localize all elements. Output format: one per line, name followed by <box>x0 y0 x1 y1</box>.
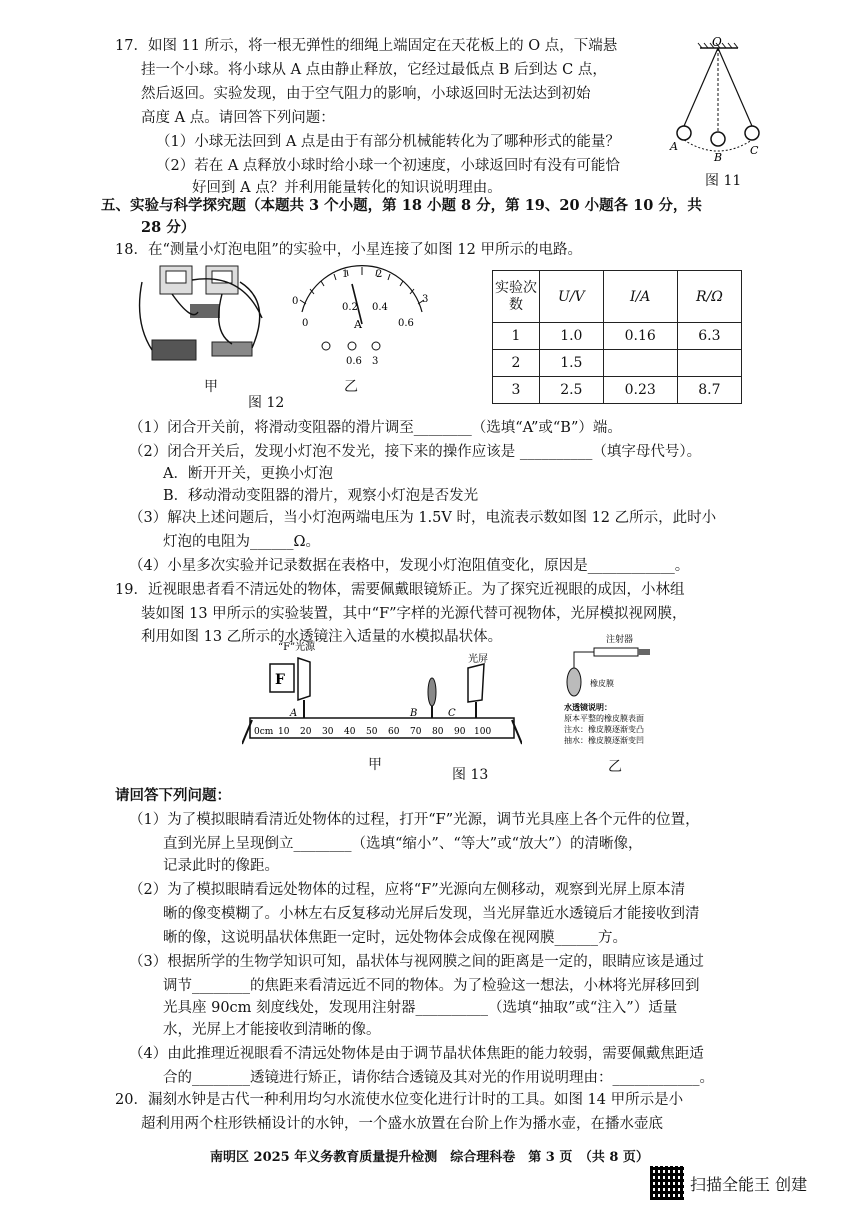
table-cell: 6.3 <box>677 323 741 350</box>
scale-20: 20 <box>300 727 312 737</box>
q19-item-2-cont2: 晰的像，这说明晶状体焦距一定时，远处物体会成像在视网膜______方。 <box>163 930 627 946</box>
table-header-i: I/A <box>603 271 677 323</box>
q18-item-1: （1）闭合开关前，将滑动变阻器的滑片调至________（选填“A”或“B”）端。 <box>129 420 622 436</box>
q17-sub-3: 好回到 A 点？并利用能量转化的知识说明理由。 <box>192 180 502 196</box>
q18-data-table <box>492 270 742 404</box>
inner-tick-0: 0 <box>302 318 309 329</box>
page-footer: 南明区 2025 年义务教育质量提升检测 综合理科卷 第 3 页 （共 8 页） <box>210 1150 649 1165</box>
membrane-label: 橡皮膜 <box>590 679 614 688</box>
q19-item-1-cont: 直到光屏上呈现倒立________（选填“缩小”、“等大”或“放大”）的清晰像， <box>163 836 643 852</box>
q17-line-3: 然后返回。实验发现，由于空气阻力的影响，小球返回时无法达到初始 <box>141 86 591 102</box>
q19-item-3-cont2: 光具座 90cm 刻度线处，发现用注射器__________（选填“抽取”或“注入”）适量 <box>163 1000 678 1016</box>
inner-tick-3: 0.6 <box>398 318 414 329</box>
fig12-jia-label: 甲 <box>204 379 218 395</box>
figure-13-caption: 图 13 <box>452 767 489 783</box>
section-5-heading-cont: 28 分） <box>141 219 196 236</box>
table-row <box>493 377 742 404</box>
table-row <box>493 350 742 377</box>
note-2: 注水：橡皮膜逐渐变凸 <box>564 725 644 734</box>
q18-item-2: （2）闭合开关后，发现小灯泡不发光，接下来的操作应该是 __________（填字母代号）。 <box>129 444 702 460</box>
label-A: A <box>670 140 678 153</box>
section-5-heading: 五、实验与科学探究题（本题共 3 个小题，第 18 小题 8 分，第 19、20 小题各 10 分，共 <box>101 197 702 214</box>
q20-line-1: 20．漏刻水钟是古代一种利用均匀水流使水位变化进行计时的工具。如图 14 甲所示是小 <box>115 1092 684 1108</box>
q19-prompt: 请回答下列问题： <box>115 787 231 804</box>
point-A: A <box>290 708 298 719</box>
optical-bench-figure <box>242 640 522 748</box>
table-cell: 1.5 <box>540 350 604 377</box>
q18-option-a: A．断开开关，更换小灯泡 <box>163 466 333 482</box>
fig13-jia-label: 甲 <box>368 757 382 773</box>
q20-line-2: 超利用两个柱形铁桶设计的水钟，一个盛水放置在台阶上作为播水壶，在播水壶底 <box>141 1116 663 1132</box>
q19-intro-2: 装如图 13 甲所示的实验装置，其中“F”字样的光源代替可视物体，光屏模拟视网膜， <box>141 606 687 622</box>
fig13-yi-label: 乙 <box>608 759 622 775</box>
q19-item-4: （4）由此推理近视眼看不清远处物体是由于调节晶状体焦距的能力较弱，需要佩戴焦距适 <box>129 1046 704 1062</box>
note-1: 原本平整的橡皮膜表面 <box>564 714 644 723</box>
syringe-label: 注射器 <box>606 635 634 645</box>
q18-option-b: B．移动滑动变阻器的滑片，观察小灯泡是否发光 <box>163 488 479 504</box>
terminal-0-6: 0.6 <box>346 356 362 367</box>
q17-line-1: 17．如图 11 所示，将一根无弹性的细绳上端固定在天花板上的 O 点，下端悬 <box>115 38 618 54</box>
terminal-3: 3 <box>372 356 379 367</box>
table-cell: 2.5 <box>540 377 604 404</box>
q17-line-2: 挂一个小球。将小球从 A 点由静止释放，它经过最低点 B 后到达 C 点， <box>141 62 607 78</box>
table-header-trial: 实验次数 <box>493 271 540 323</box>
q19-item-3: （3）根据所学的生物学知识可知，晶状体与视网膜之间的距离是一定的，眼睛应该是通过 <box>129 954 704 970</box>
svg-text:F: F <box>275 672 285 688</box>
q19-item-1-cont2: 记录此时的像距。 <box>163 858 279 874</box>
q18-item-4: （4）小星多次实验并记录数据在表格中，发现小灯泡阻值变化，原因是____________。 <box>129 558 690 574</box>
fig12-yi-label: 乙 <box>344 379 358 395</box>
scale-50: 50 <box>366 727 378 737</box>
table-cell: 2 <box>493 350 540 377</box>
water-lens-figure <box>564 634 674 746</box>
table-cell: 3 <box>493 377 540 404</box>
label-O: O <box>712 36 722 49</box>
figure-12-caption: 图 12 <box>248 395 285 411</box>
q17-sub-1: （1）小球无法回到 A 点是由于有部分机械能转化为了哪种形式的能量？ <box>156 134 620 150</box>
table-cell: 0.16 <box>603 323 677 350</box>
scale-30: 30 <box>322 727 334 737</box>
q19-item-2: （2）为了模拟眼睛看远处物体的过程，应将“F”光源向左侧移动，观察到光屏上原本清 <box>129 882 686 898</box>
screen-label: 光屏 <box>468 654 488 665</box>
table-cell <box>677 350 741 377</box>
q17-line-4: 高度 A 点。请回答下列问题： <box>141 110 335 126</box>
circuit-photo-figure <box>132 262 282 377</box>
qr-code-icon <box>650 1166 684 1200</box>
scale-10: 10 <box>278 727 290 737</box>
q18-item-3: （3）解决上述问题后，当小灯泡两端电压为 1.5V 时，电流表示数如图 12 乙所示，此时小 <box>129 510 717 526</box>
table-row <box>493 323 742 350</box>
q19-intro-3: 利用如图 13 乙所示的水透镜注入适量的水模拟晶状体。 <box>141 629 503 645</box>
figure-11-caption: 图 11 <box>705 173 742 189</box>
note-3: 抽水：橡皮膜逐渐变凹 <box>564 736 644 745</box>
table-header-r: R/Ω <box>677 271 741 323</box>
q19-item-1: （1）为了模拟眼睛看清近处物体的过程，打开“F”光源，调节光具座上各个元件的位置， <box>129 812 700 828</box>
scale-0: 0cm <box>254 727 274 737</box>
table-cell: 1.0 <box>540 323 604 350</box>
scale-80: 80 <box>432 727 444 737</box>
scale-70: 70 <box>410 727 422 737</box>
q18-intro: 18．在“测量小灯泡电阻”的实验中，小星连接了如图 12 甲所示的电路。 <box>115 242 582 258</box>
note-title: 水透镜说明： <box>564 702 612 712</box>
label-C: C <box>750 144 759 157</box>
ammeter-figure <box>282 264 442 374</box>
table-cell: 8.7 <box>677 377 741 404</box>
table-header-u: U/V <box>540 271 604 323</box>
table-cell: 1 <box>493 323 540 350</box>
point-B: B <box>410 708 418 719</box>
q18-item-3-cont: 灯泡的电阻为______Ω。 <box>163 534 321 550</box>
q19-item-3-cont: 调节________的焦距来看清远近不同的物体。为了检验这一想法，小林将光屏移回到 <box>163 978 700 994</box>
inner-tick-2: 0.4 <box>372 302 388 313</box>
q19-item-4-cont: 合的________透镜进行矫正，请你结合透镜及其对光的作用说明理由：____________。 <box>163 1070 714 1086</box>
outer-tick-0: 0 <box>292 296 299 307</box>
scale-90: 90 <box>454 727 466 737</box>
outer-tick-3: 3 <box>422 294 429 305</box>
scale-40: 40 <box>344 727 356 737</box>
scanner-watermark: 扫描全能王 创建 <box>690 1175 808 1194</box>
q19-item-3-cont3: 水，光屏上才能接收到清晰的像。 <box>163 1022 381 1038</box>
meter-unit: A <box>354 318 362 331</box>
table-cell <box>603 350 677 377</box>
scale-60: 60 <box>388 727 400 737</box>
outer-tick-2: 2 <box>376 269 383 280</box>
pendulum-figure <box>668 36 768 186</box>
light-source-label: “F”光源 <box>278 642 316 653</box>
q17-sub-2: （2）若在 A 点释放小球时给小球一个初速度，小球返回时有没有可能恰 <box>156 158 620 174</box>
outer-tick-1: 1 <box>342 269 349 280</box>
label-B: B <box>714 151 723 164</box>
inner-tick-1: 0.2 <box>342 302 358 313</box>
point-C: C <box>448 708 456 719</box>
q19-item-2-cont: 晰的像变模糊了。小林左右反复移动光屏后发现，当光屏靠近水透镜后才能接收到清 <box>163 906 700 922</box>
scale-100: 100 <box>474 727 492 737</box>
q19-intro-1: 19．近视眼患者看不清远处的物体，需要佩戴眼镜矫正。为了探究近视眼的成因，小林组 <box>115 582 685 598</box>
table-cell: 0.23 <box>603 377 677 404</box>
